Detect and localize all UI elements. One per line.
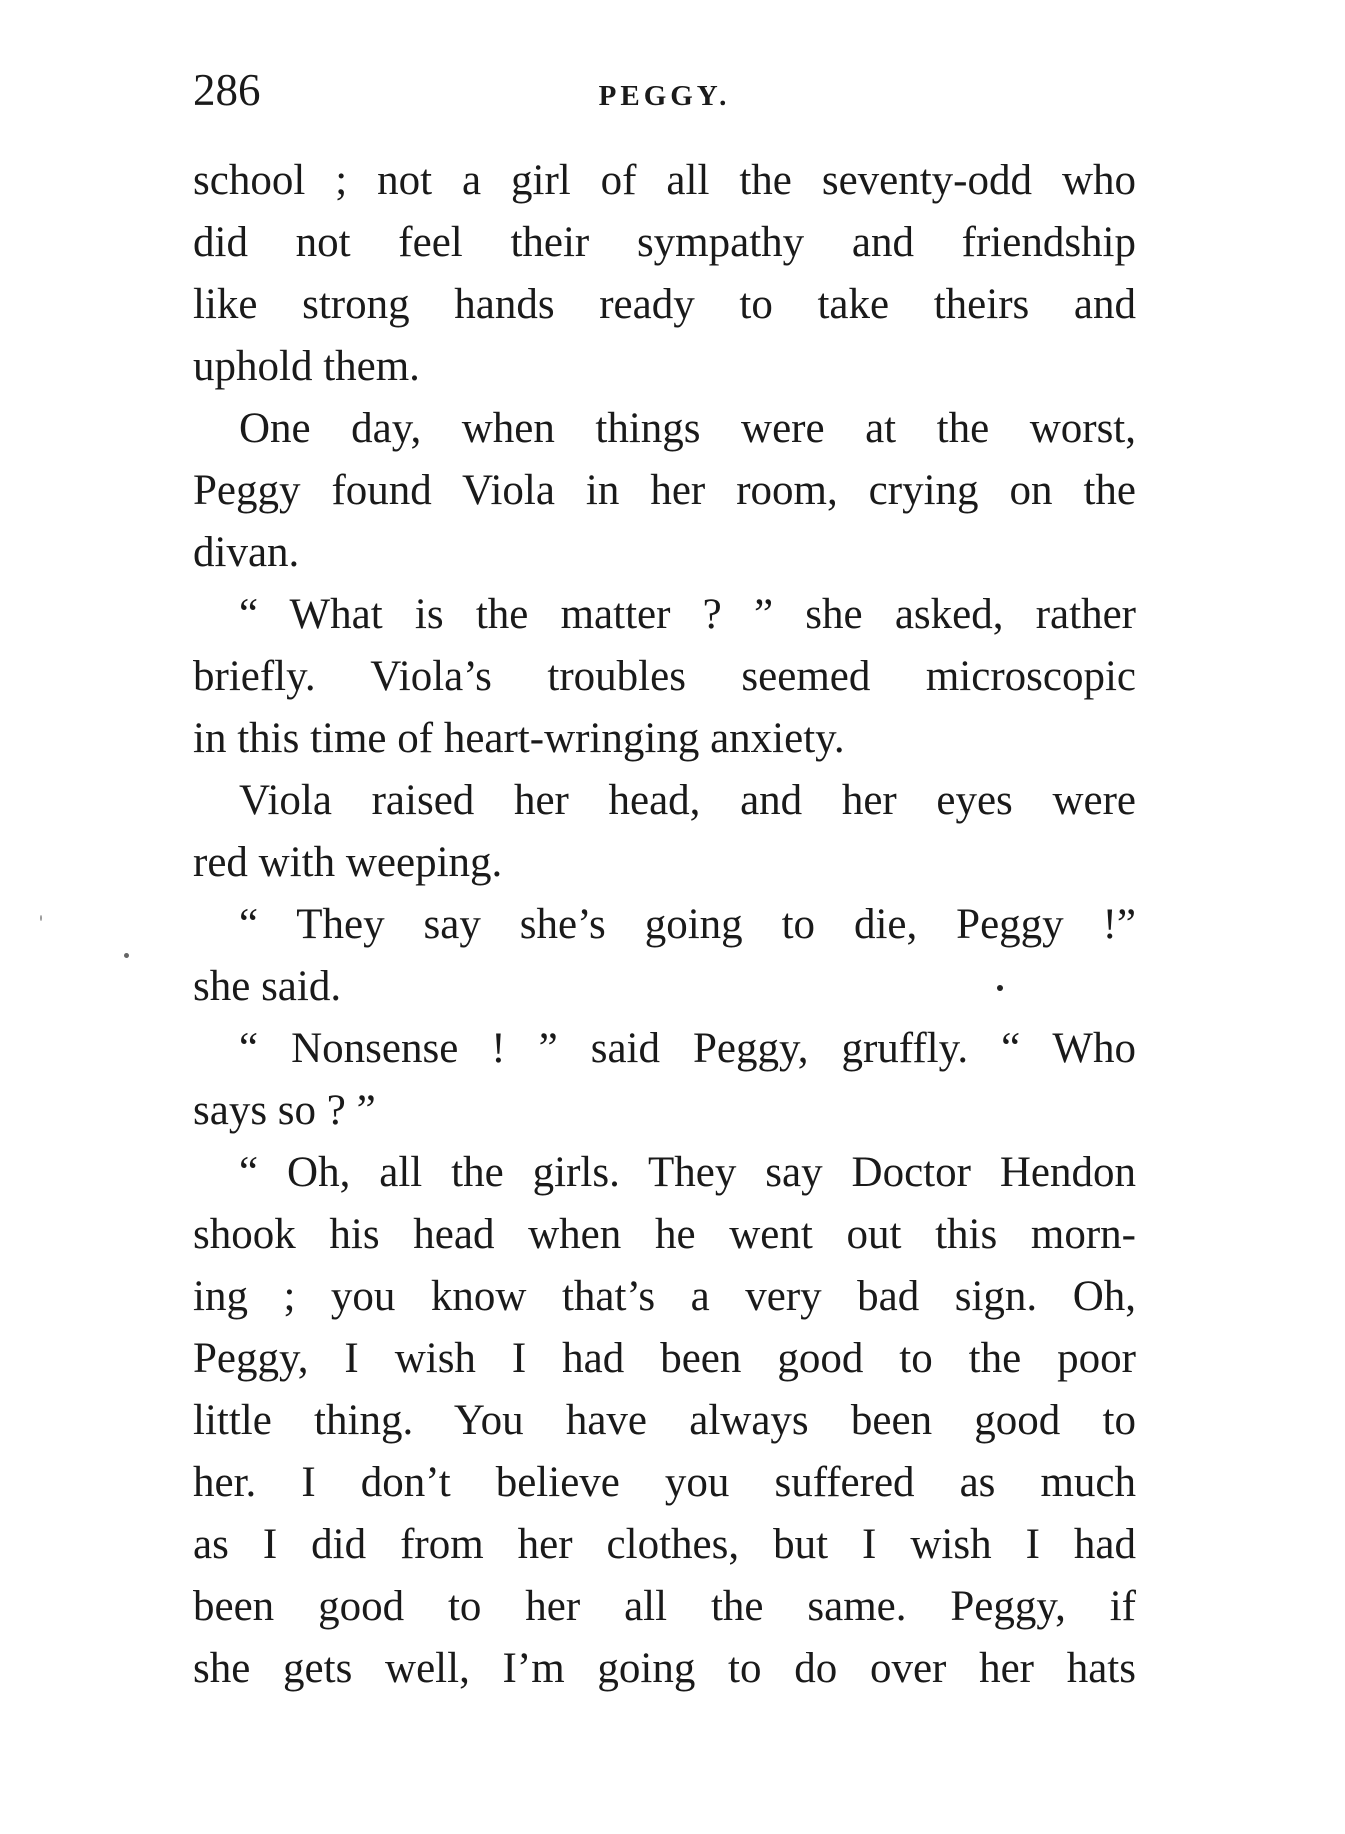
text-line: in this time of heart-wringing anxiety. [193, 715, 845, 762]
text-line: uphold them. [193, 343, 420, 390]
text-line: “ Nonsense ! ” said Peggy, gruffly. “ Who [239, 1025, 1136, 1072]
text-line: did not feel their sympathy and friendship [193, 219, 1136, 266]
text-line: Peggy found Viola in her room, crying on the [193, 467, 1136, 514]
text-line: school ; not a girl of all the seventy-odd who [193, 157, 1136, 204]
text-line: as I did from her clothes, but I wish I had [193, 1521, 1136, 1568]
text-line: ing ; you know that’s a very bad sign. Oh, [193, 1273, 1136, 1320]
text-line: Viola raised her head, and her eyes were [239, 777, 1136, 824]
text-line: red with weeping. [193, 839, 503, 886]
text-line: her. I don’t believe you suffered as much [193, 1459, 1136, 1506]
text-line: Peggy, I wish I had been good to the poor [193, 1335, 1136, 1382]
running-title: PEGGY. [598, 80, 731, 112]
text-line: she said. [193, 963, 342, 1010]
text-line: shook his head when he went out this morn- [193, 1211, 1136, 1258]
scan-speck [40, 915, 42, 921]
scan-speck [124, 953, 129, 958]
text-line: briefly. Viola’s troubles seemed microscopic [193, 653, 1136, 700]
text-line: little thing. You have always been good to [193, 1397, 1136, 1444]
body-text [193, 150, 1136, 1700]
text-line: “ What is the matter ? ” she asked, rather [239, 591, 1136, 638]
text-line: divan. [193, 529, 300, 576]
text-line: “ Oh, all the girls. They say Doctor Hendon [239, 1149, 1136, 1196]
scan-speck [997, 985, 1003, 991]
text-line: One day, when things were at the worst, [239, 405, 1136, 452]
text-line: like strong hands ready to take theirs and [193, 281, 1136, 328]
text-line: she gets well, I’m going to do over her hats [193, 1645, 1136, 1692]
running-head [193, 60, 1136, 120]
page-number: 286 [193, 65, 261, 115]
text-line: been good to her all the same. Peggy, if [193, 1583, 1136, 1630]
text-line: “ They say she’s going to die, Peggy !” [239, 901, 1136, 948]
text-line: says so ? ” [193, 1087, 376, 1134]
